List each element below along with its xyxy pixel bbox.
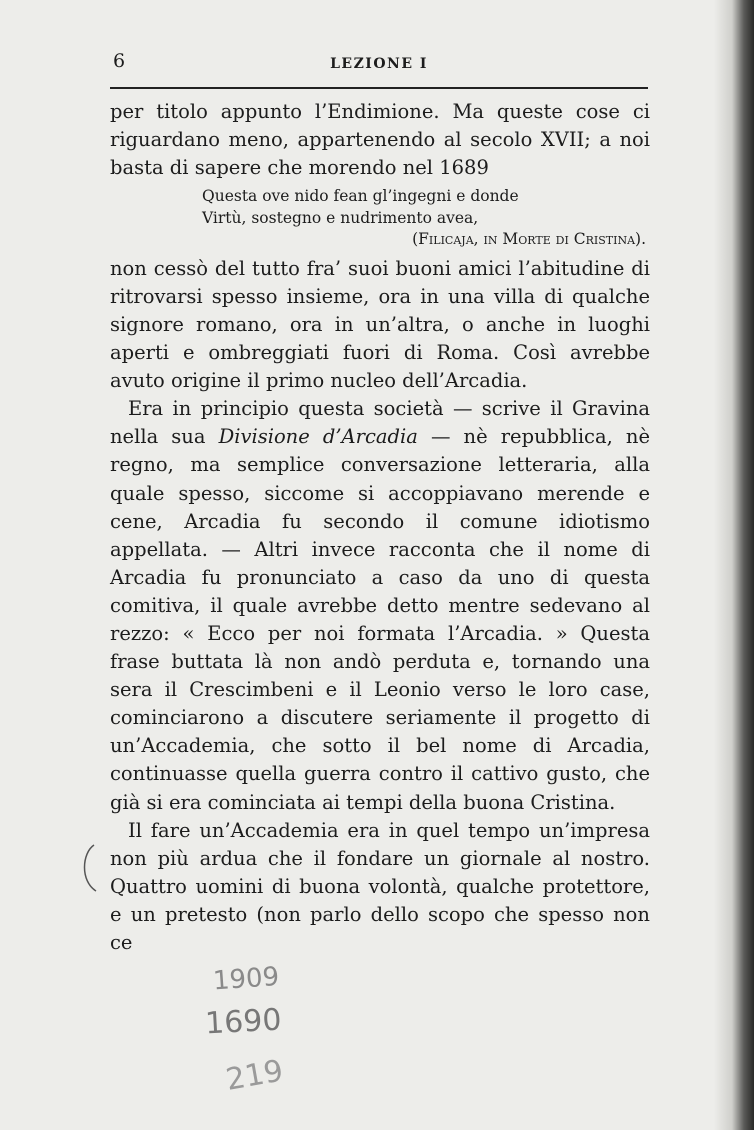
page-binding-edge xyxy=(714,0,754,1130)
pencil-annotations xyxy=(195,960,315,1100)
verse-line-1: Questa ove nido fean gl’ingegni e donde xyxy=(202,187,519,206)
verse-citation: (Filicaja, in Morte di Cristina). xyxy=(412,230,646,249)
header-rule xyxy=(110,87,648,89)
pencil-note-2: 1690 xyxy=(204,1002,283,1042)
margin-bracket-mark xyxy=(76,843,100,893)
page-body xyxy=(110,98,650,957)
paragraph-3 xyxy=(110,395,650,816)
verse-quotation xyxy=(202,186,650,251)
work-title: Divisione d’Arcadia xyxy=(218,425,418,449)
running-title: LEZIONE I xyxy=(330,56,428,72)
page-header xyxy=(110,50,648,86)
verse-line-2: Virtù, sostegno e nudrimento avea, xyxy=(202,208,479,227)
page-number: 6 xyxy=(113,50,126,72)
paragraph-3-text-a: Era in principio questa società — scrive il Gravina nella sua xyxy=(110,397,650,449)
paragraph-2: non cessò del tutto fra’ suoi buoni amici l’abitudine di ritrovarsi spesso insieme, ora in una villa di qualche signore romano, ora in un’altra, o anche in luoghi aperti e ombreggiati fuori di Roma. Così avrebbe avuto origine il primo nucleo dell’Arcadia. xyxy=(110,256,650,393)
paragraph-1: per titolo appunto l’Endimione. Ma queste cose ci riguardano meno, appartenendo al secolo XVII; a noi basta di sapere che morendo nel 1689 xyxy=(110,100,650,180)
pencil-note-3: 219 xyxy=(223,1053,286,1098)
paragraph-3-text-b: — nè repubblica, nè regno, ma semplice conversazione letteraria, alla quale spesso, siccome si accoppiavano merende e cene, Arcadia fu secondo il comune idiotismo appellata. — Altri invece racconta che il nome di Arcadia fu pronunciato a caso da uno di questa comitiva, il quale avrebbe detto mentre sedevano al rezzo: « Ecco per noi formata l’Arcadia. » Questa frase buttata là non andò perduta e, tornando una sera il Crescimbeni e il Leonio verso le loro case, cominciarono a discutere seriamente il progetto di un’Accademia, che sotto il bel nome di Arcadia, continuasse quella guerra contro il cattivo gusto, che già si era cominciata ai tempi della buona Cristina. xyxy=(110,425,650,814)
pencil-note-1: 1909 xyxy=(212,961,281,997)
paragraph-4: Il fare un’Accademia era in quel tempo un’impresa non più ardua che il fondare un giornale al nostro. Quattro uomini di buona volontà, qualche protettore, e un pretesto (non parlo dello scopo che spesso non ce xyxy=(110,818,650,955)
